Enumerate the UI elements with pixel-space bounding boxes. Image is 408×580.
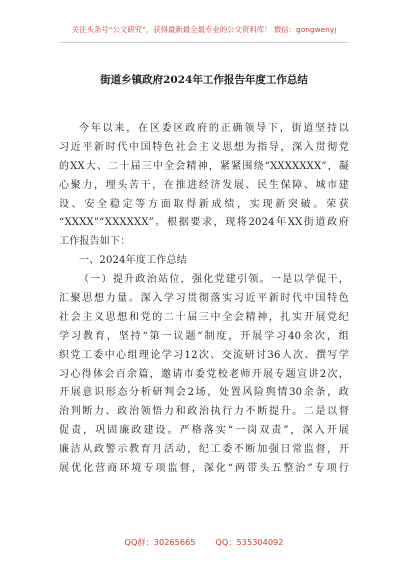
body-line: 展优化营商环境专项监督，深化“两带头五整治”专项行 [59,463,349,475]
body-line: 习心得体会百余篇，邀请市委党校老师开展专题宣讲2次， [59,368,349,380]
footer-qq: QQ：535304092 [215,537,284,547]
body-line: 促责，巩固廉政建设。严格落实“一岗双责”，深入开展 [59,425,349,437]
body-line: 的XX大、二十届三中全会精神，紧紧围绕“XXXXXXX”，凝 [59,160,349,172]
body-line: 织党工委中心组理论学习12次、交流研讨36人次、撰写学 [59,349,349,361]
body-line: “XXXX”“XXXXXX”。根据要求，现将2024年XX街道政府 [59,217,349,229]
document-title: 街道乡镇政府2024年工作报告年度工作总结 [100,74,308,86]
body-line: 学习教育，坚持“第一议题”制度，开展学习40余次，组 [59,330,349,342]
document-body [59,120,349,479]
body-line: 社会主义思想和党的二十届三中全会精神，扎实开展党纪 [59,311,349,323]
body-line: 今年以来，在区委区政府的正确领导下，街道坚持以 [79,123,349,134]
header-note: 关注头条号“公文研究”，获得最新最全最专业的公文资料库！ 微信：gongwenyj [71,25,337,34]
body-line: 心聚力，埋头苦干，在推进经济发展、民生保障、城市建 [59,179,349,191]
footer-qq-group: QQ群：30265665 [124,537,196,547]
body-line: 习近平新时代中国特色社会主义思想为指导，深入贯彻党 [59,141,349,153]
footer-contact [0,536,408,548]
body-line: 治判断力、政治领悟力和政治执行力不断提升。二是以督 [59,406,349,418]
body-line: 开展意识形态分析研判会2场，处置风险舆情30余条，政 [59,387,349,399]
body-line: 廉洁从政警示教育月活动，纪工委不断加强日常监督，开 [59,444,349,456]
body-line: 设、安全稳定等方面取得新成绩，实现新突破。荣获 [59,198,349,210]
body-line: 汇聚思想力量。深入学习贯彻落实习近平新时代中国特色 [59,293,349,305]
section-heading: 一、2024年度工作总结 [79,255,187,267]
header-divider [60,42,348,43]
body-line: （一）提升政治站位，强化党建引领。一是以学促干， [79,274,349,286]
body-line: 工作报告如下： [59,236,131,248]
